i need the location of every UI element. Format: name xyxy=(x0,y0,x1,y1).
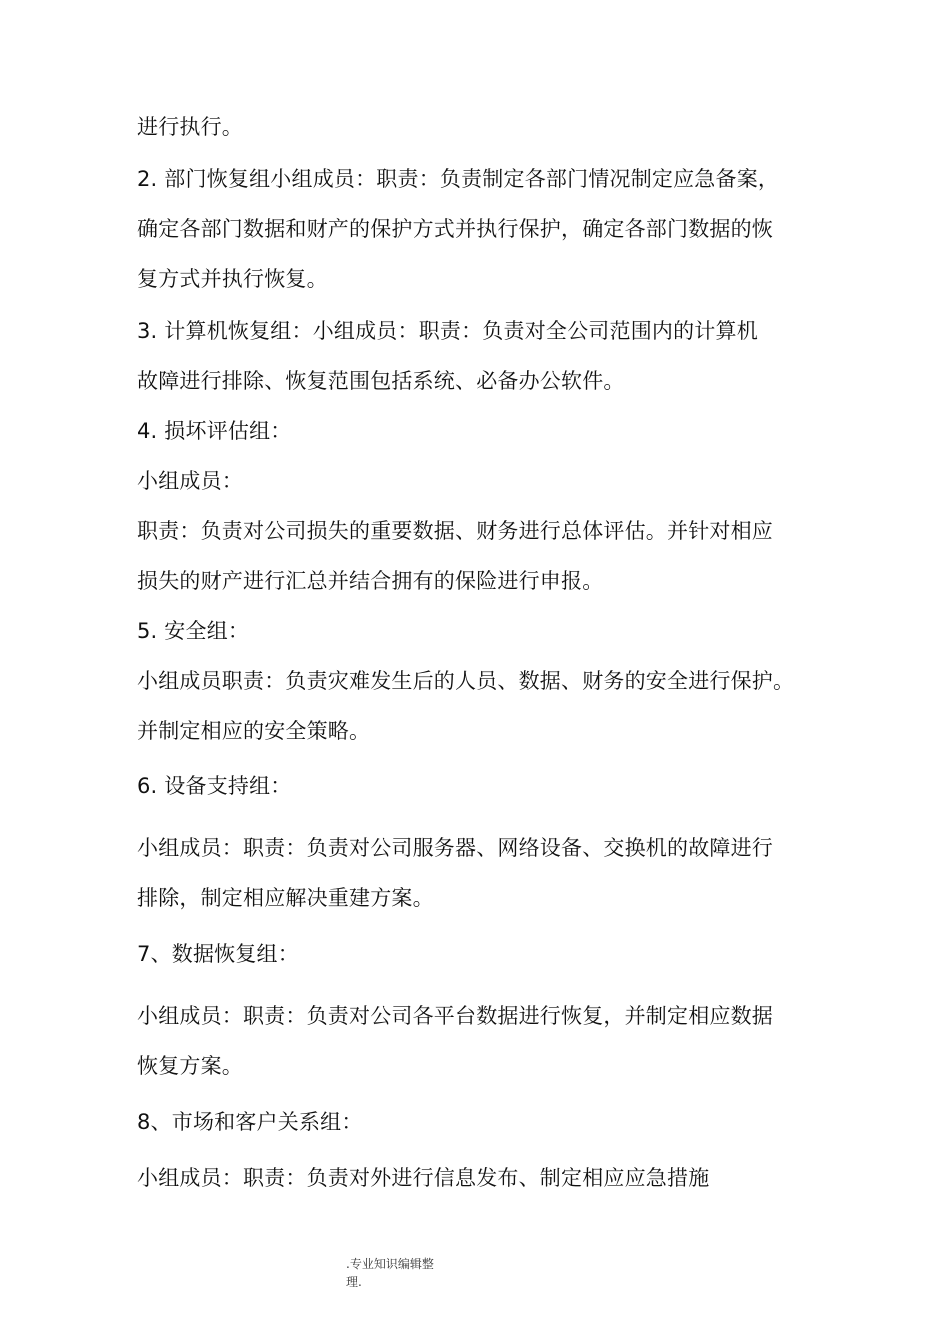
text-line: 排除，制定相应解决重建方案。 xyxy=(137,886,434,910)
footer-note-continued: 理. xyxy=(346,1275,362,1289)
text-line: 小组成员： xyxy=(137,469,243,493)
text-line: 故障进行排除、恢复范围包括系统、必备办公软件。 xyxy=(137,369,625,393)
text-line: 职责：负责对公司损失的重要数据、财务进行总体评估。并针对相应 xyxy=(137,519,773,543)
text-line: 小组成员：职责：负责对公司服务器、网络设备、交换机的故障进行 xyxy=(137,836,773,860)
text-line: 进行执行。 xyxy=(137,115,243,139)
text-line: 小组成员职责：负责灾难发生后的人员、数据、财务的安全进行保护。 xyxy=(137,669,795,693)
text-line: 损失的财产进行汇总并结合拥有的保险进行申报。 xyxy=(137,569,604,593)
text-line: 复方式并执行恢复。 xyxy=(137,267,328,291)
footer-note: .专业知识编辑整 xyxy=(346,1257,434,1271)
section-3-heading: 3. 计算机恢复组：小组成员：职责：负责对全公司范围内的计算机 xyxy=(137,319,758,343)
text-line: 恢复方案。 xyxy=(137,1054,243,1078)
section-4-heading: 4. 损坏评估组： xyxy=(137,419,292,443)
text-line: 确定各部门数据和财产的保护方式并执行保护，确定各部门数据的恢 xyxy=(137,217,773,241)
text-line: 并制定相应的安全策略。 xyxy=(137,719,371,743)
section-5-heading: 5. 安全组： xyxy=(137,619,250,643)
section-7-heading: 7、数据恢复组： xyxy=(137,942,299,966)
text-line: 小组成员：职责：负责对外进行信息发布、制定相应应急措施 xyxy=(137,1166,710,1190)
text-line: 小组成员：职责：负责对公司各平台数据进行恢复，并制定相应数据 xyxy=(137,1004,773,1028)
section-8-heading: 8、市场和客户关系组： xyxy=(137,1110,363,1134)
section-6-heading: 6. 设备支持组： xyxy=(137,774,292,798)
section-2-heading: 2. 部门恢复组小组成员：职责：负责制定各部门情况制定应急备案， xyxy=(137,167,780,191)
